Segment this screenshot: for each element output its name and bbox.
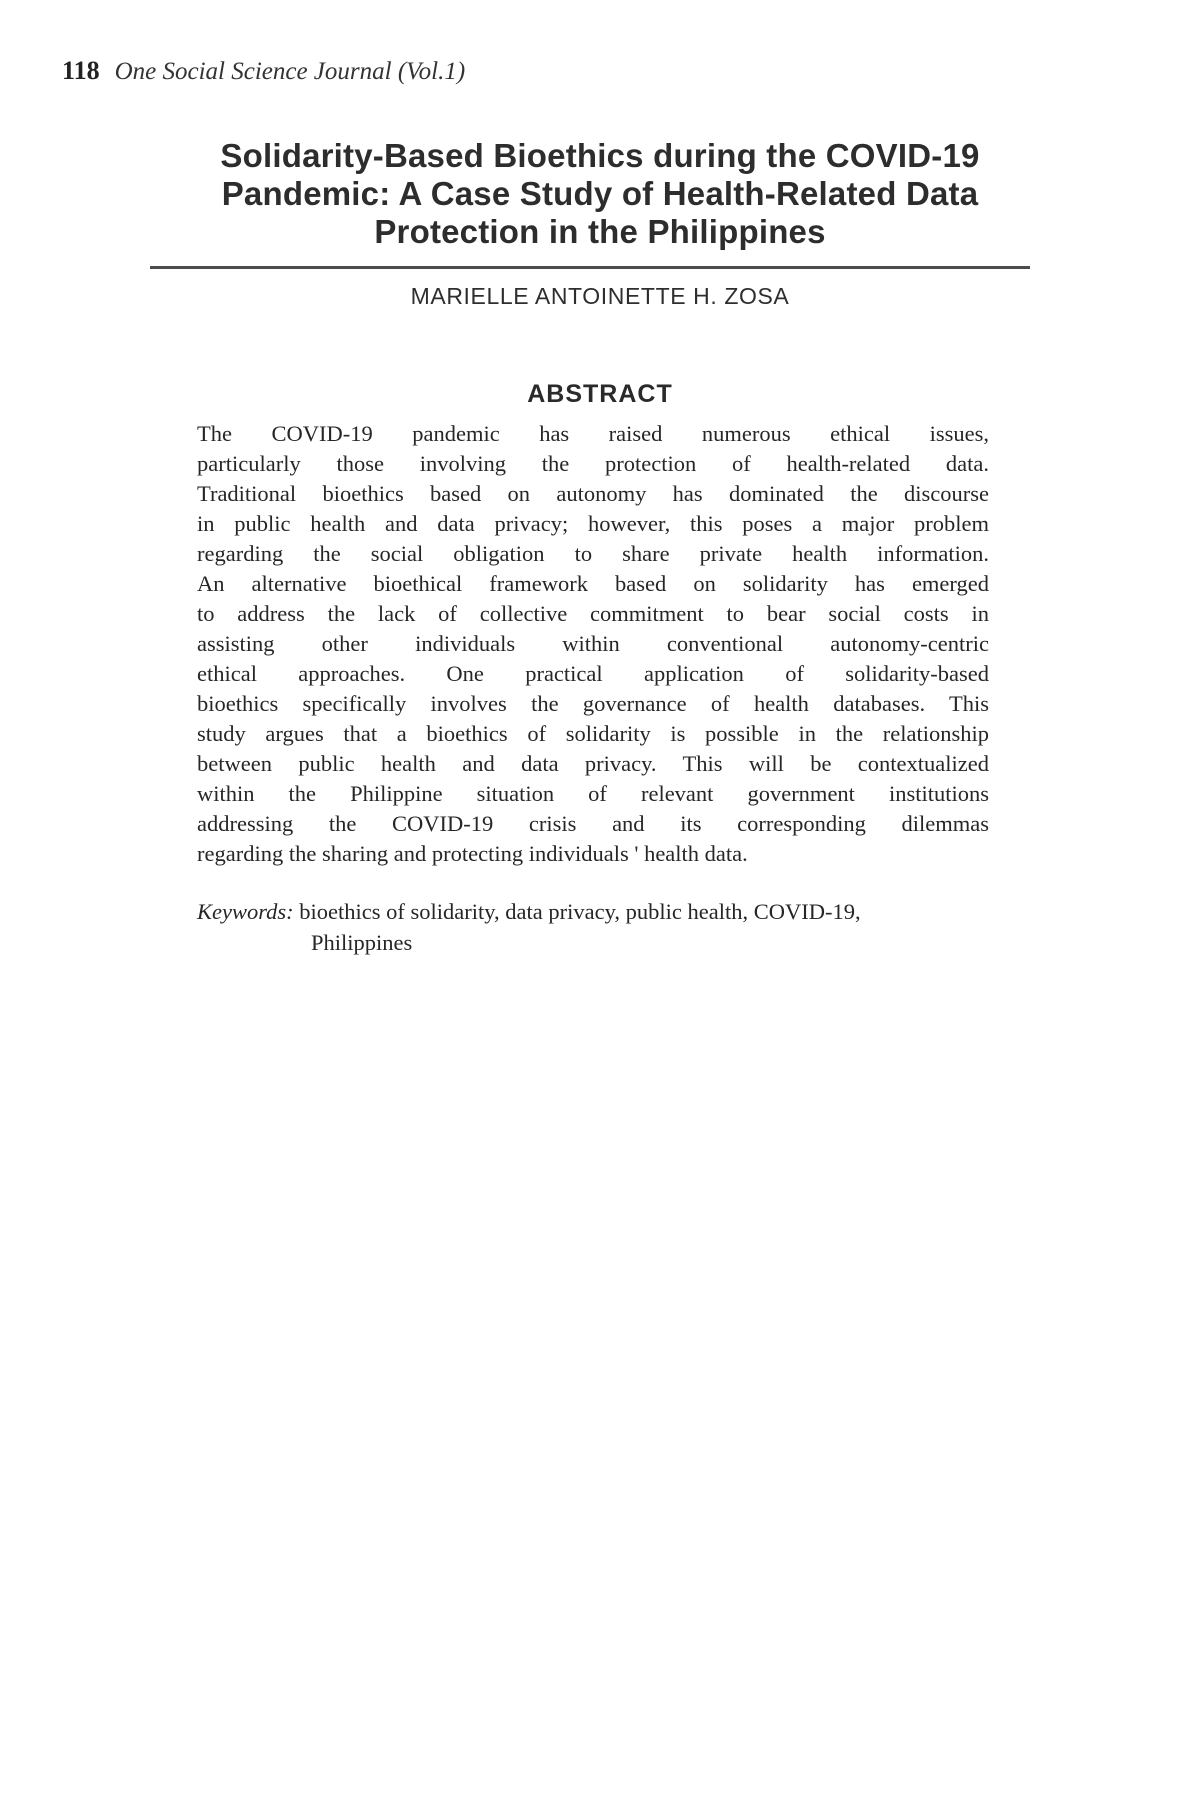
author-name: MARIELLE ANTOINETTE H. ZOSA [410,283,790,309]
journal-name: One Social Science Journal (Vol.1) [114,58,466,85]
keywords-line-1 [197,896,997,927]
abstract-line: addressing the COVID-19 crisis and its corresponding dilemmas [197,811,989,836]
abstract-line: ethical approaches. One practical application of solidarity-based [197,661,989,686]
running-header [62,56,465,86]
keywords-text: bioethics of solidarity, data privacy, public health, COVID-19, [299,899,861,924]
abstract-line: Traditional bioethics based on autonomy has dominated the discourse [197,481,989,506]
abstract-line: in public health and data privacy; however, this poses a major problem [197,511,989,536]
abstract-line: regarding the sharing and protecting individuals ' health data. [197,841,748,866]
title-divider-rule [150,266,1030,269]
abstract-line: study argues that a bioethics of solidarity is possible in the relationship [197,721,989,746]
page-number: 118 [62,56,100,85]
abstract-line: bioethics specifically involves the governance of health databases. This [197,691,989,716]
abstract-line: between public health and data privacy. This will be contextualized [197,751,989,776]
keywords-line-2: Philippines [311,930,413,955]
abstract-line: within the Philippine situation of relevant government institutions [197,781,989,806]
title-line-1: Solidarity-Based Bioethics during the COVID-19 [220,137,980,174]
title-line-3: Protection in the Philippines [374,213,826,250]
abstract-line: particularly those involving the protection of health-related data. [197,451,989,476]
abstract-line: The COVID-19 pandemic has raised numerous ethical issues, [197,421,989,446]
abstract-line: An alternative bioethical framework based on solidarity has emerged [197,571,989,596]
abstract-paragraph [197,419,989,869]
title-line-2: Pandemic: A Case Study of Health-Related Data [221,175,979,212]
abstract-line: to address the lack of collective commitment to bear social costs in [197,601,989,626]
keywords [197,896,997,958]
abstract-line: assisting other individuals within conventional autonomy-centric [197,631,989,656]
article-title [100,137,1100,251]
abstract-line: regarding the social obligation to share private health information. [197,541,989,566]
keywords-label: Keywords: [197,899,294,924]
abstract-heading: ABSTRACT [527,380,673,408]
